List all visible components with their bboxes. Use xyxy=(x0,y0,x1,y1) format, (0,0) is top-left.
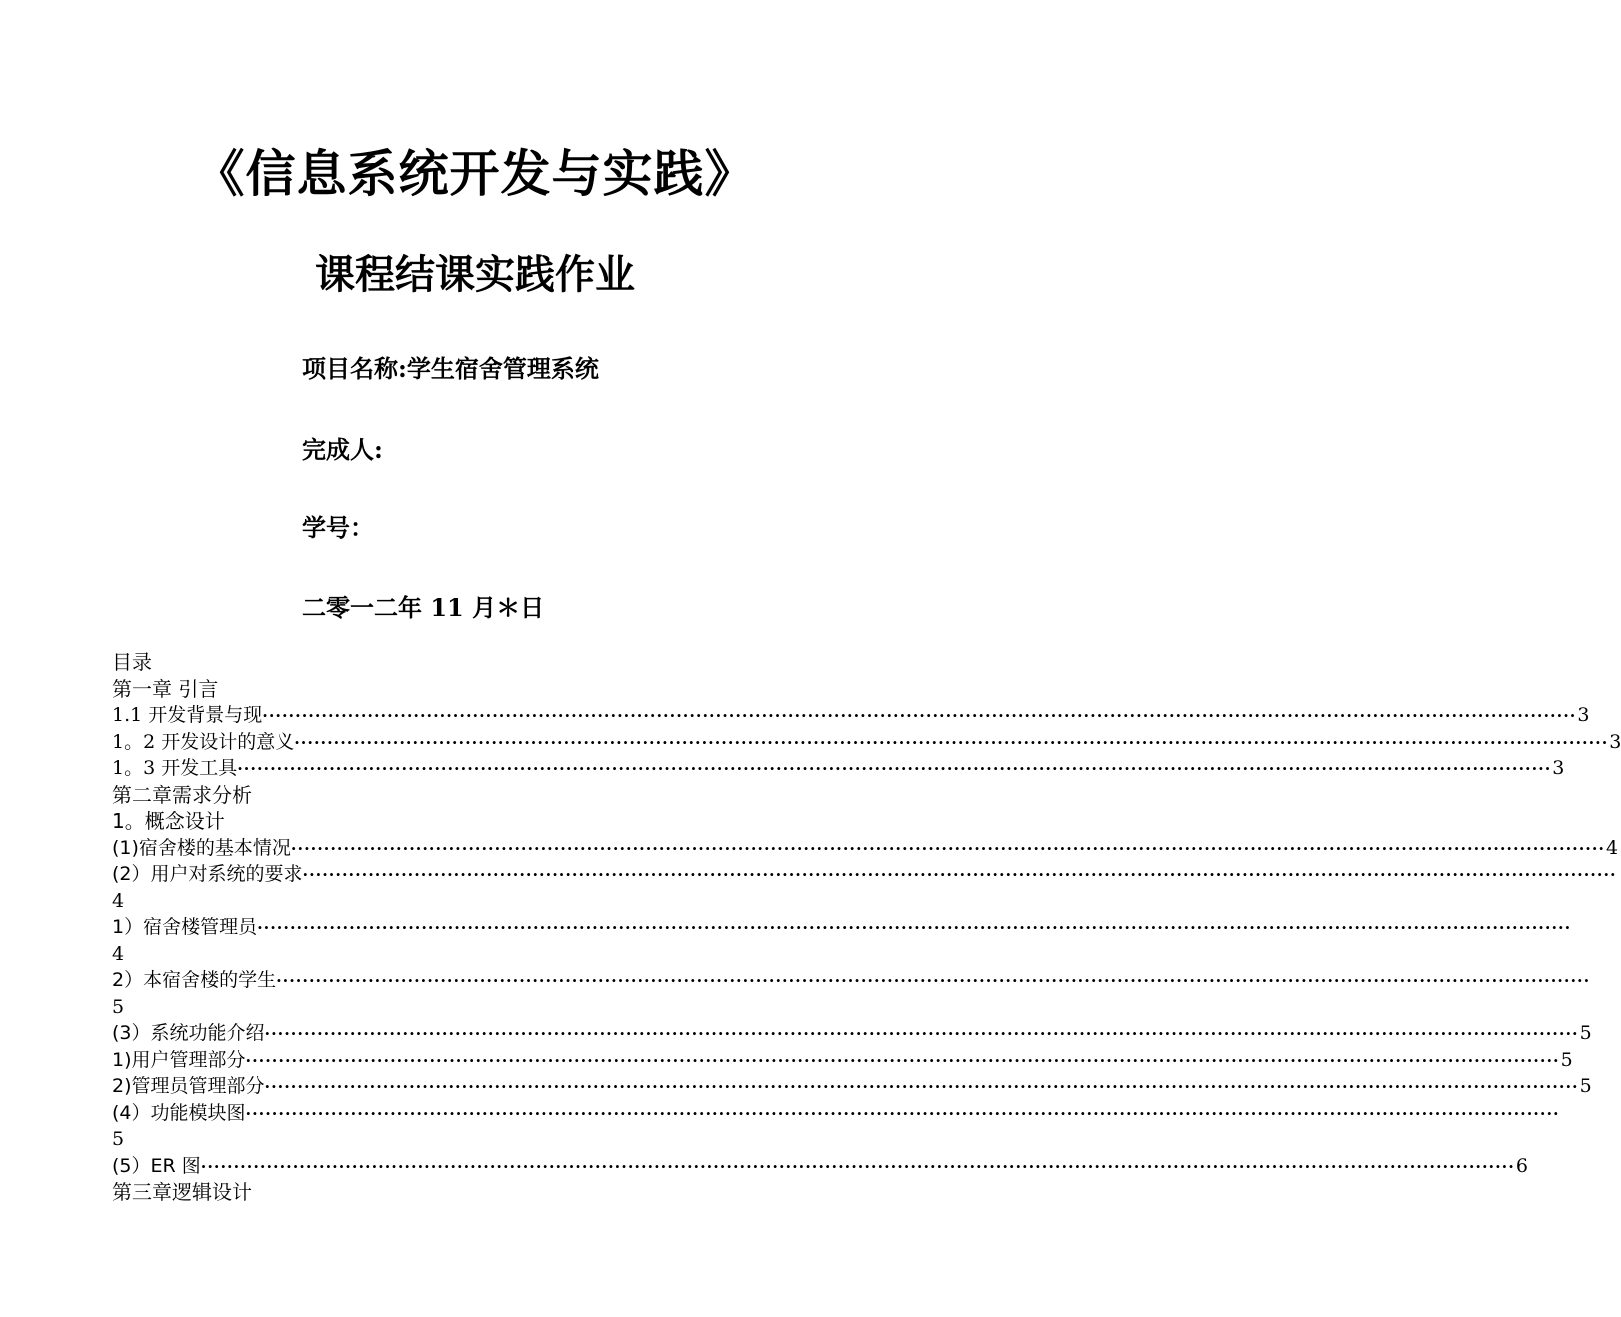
toc-entry-label: (2）用户对系统的要求 xyxy=(112,863,303,885)
toc-entry-label: 2）本宿舍楼的学生 xyxy=(112,969,277,991)
toc-leader-dots: ········································································································································································································ xyxy=(257,918,1572,937)
toc-entry[interactable] xyxy=(112,755,1565,782)
toc-entry[interactable] xyxy=(112,861,1617,888)
toc-leader-dots: ········································································································································································································ xyxy=(302,865,1617,884)
toc-leader-dots: ········································································································································································································ xyxy=(264,1077,1579,1096)
document-subtitle: 课程结课实践作业 xyxy=(315,252,635,298)
toc-entry-label: (1)宿舍楼的基本情况 xyxy=(112,836,291,859)
toc-entry-label: (4）功能模块图 xyxy=(112,1101,246,1124)
toc-entry[interactable] xyxy=(112,1020,1592,1047)
toc-page-number: 5 xyxy=(1560,1048,1573,1071)
toc-page-number: 3 xyxy=(1609,730,1621,753)
toc-entry[interactable] xyxy=(112,1153,1528,1180)
table-of-contents xyxy=(112,649,1621,1206)
toc-leader-dots: ········································································································································································································ xyxy=(245,1103,1560,1123)
toc-entry-label: 1)用户管理部分 xyxy=(112,1048,246,1071)
toc-page-number: 5 xyxy=(1579,1022,1592,1044)
toc-page-number: 4 xyxy=(1605,836,1619,859)
toc-entry[interactable] xyxy=(112,702,1590,729)
toc-chapter-2: 第二章需求分析 xyxy=(112,782,252,807)
toc-entry-label: 2)管理员管理部分 xyxy=(112,1075,265,1097)
document-title: 《信息系统开发与实践》 xyxy=(194,145,756,203)
toc-entry-number: 1。3 xyxy=(112,757,156,779)
toc-entry[interactable] xyxy=(112,1100,1560,1127)
toc-page-number: 4 xyxy=(112,942,125,965)
author-line: 完成人: xyxy=(302,435,383,464)
toc-entry-label: 开发背景与现 xyxy=(142,704,263,726)
toc-entry-number: 1.1 xyxy=(112,704,143,726)
toc-entry-label: 1）宿舍楼管理员 xyxy=(112,916,258,938)
toc-chapter-1: 第一章 引言 xyxy=(112,676,219,701)
toc-entry[interactable] xyxy=(112,967,1591,994)
toc-page-number: 5 xyxy=(1579,1075,1592,1097)
toc-entry-number: 1。2 xyxy=(112,730,156,753)
toc-entry[interactable] xyxy=(112,914,1572,941)
toc-chapter-3: 第三章逻辑设计 xyxy=(112,1180,252,1204)
toc-page-number: 3 xyxy=(1552,757,1565,779)
toc-page-number: 4 xyxy=(112,889,125,912)
toc-entry-label: (3）系统功能介绍 xyxy=(112,1022,265,1044)
toc-leader-dots: ········································································································································································································ xyxy=(262,706,1577,725)
toc-leader-dots: ········································································································································································································ xyxy=(294,732,1609,752)
toc-leader-dots: ········································································································································································································ xyxy=(200,1156,1515,1176)
toc-entry[interactable] xyxy=(112,835,1619,862)
student-id-line: 学号： xyxy=(302,513,374,542)
date-line: 二零一二年 11 月＊日 xyxy=(302,593,545,622)
toc-page-number: 3 xyxy=(1577,704,1590,726)
toc-page-number: 5 xyxy=(112,995,125,1018)
toc-entry-label: 开发设计的意义 xyxy=(155,730,295,753)
toc-entry[interactable] xyxy=(112,1073,1592,1100)
toc-leader-dots: ········································································································································································································ xyxy=(290,838,1605,858)
toc-page-number: 6 xyxy=(1515,1154,1528,1177)
toc-leader-dots: ········································································································································································································ xyxy=(237,759,1552,778)
toc-entry[interactable] xyxy=(112,1047,1573,1074)
toc-section-concept-design: 1。概念设计 xyxy=(112,809,225,833)
toc-entry[interactable] xyxy=(112,729,1621,756)
toc-heading: 目录 xyxy=(112,650,152,674)
toc-leader-dots: ········································································································································································································ xyxy=(245,1050,1560,1070)
toc-page-number: 5 xyxy=(112,1128,125,1150)
toc-entry-label: 开发工具 xyxy=(155,757,238,779)
project-name-line: 项目名称:学生宿舍管理系统 xyxy=(302,354,599,383)
toc-entry-label: (5）ER 图 xyxy=(112,1154,201,1177)
toc-leader-dots: ········································································································································································································ xyxy=(264,1024,1579,1043)
toc-leader-dots: ········································································································································································································ xyxy=(276,971,1591,990)
